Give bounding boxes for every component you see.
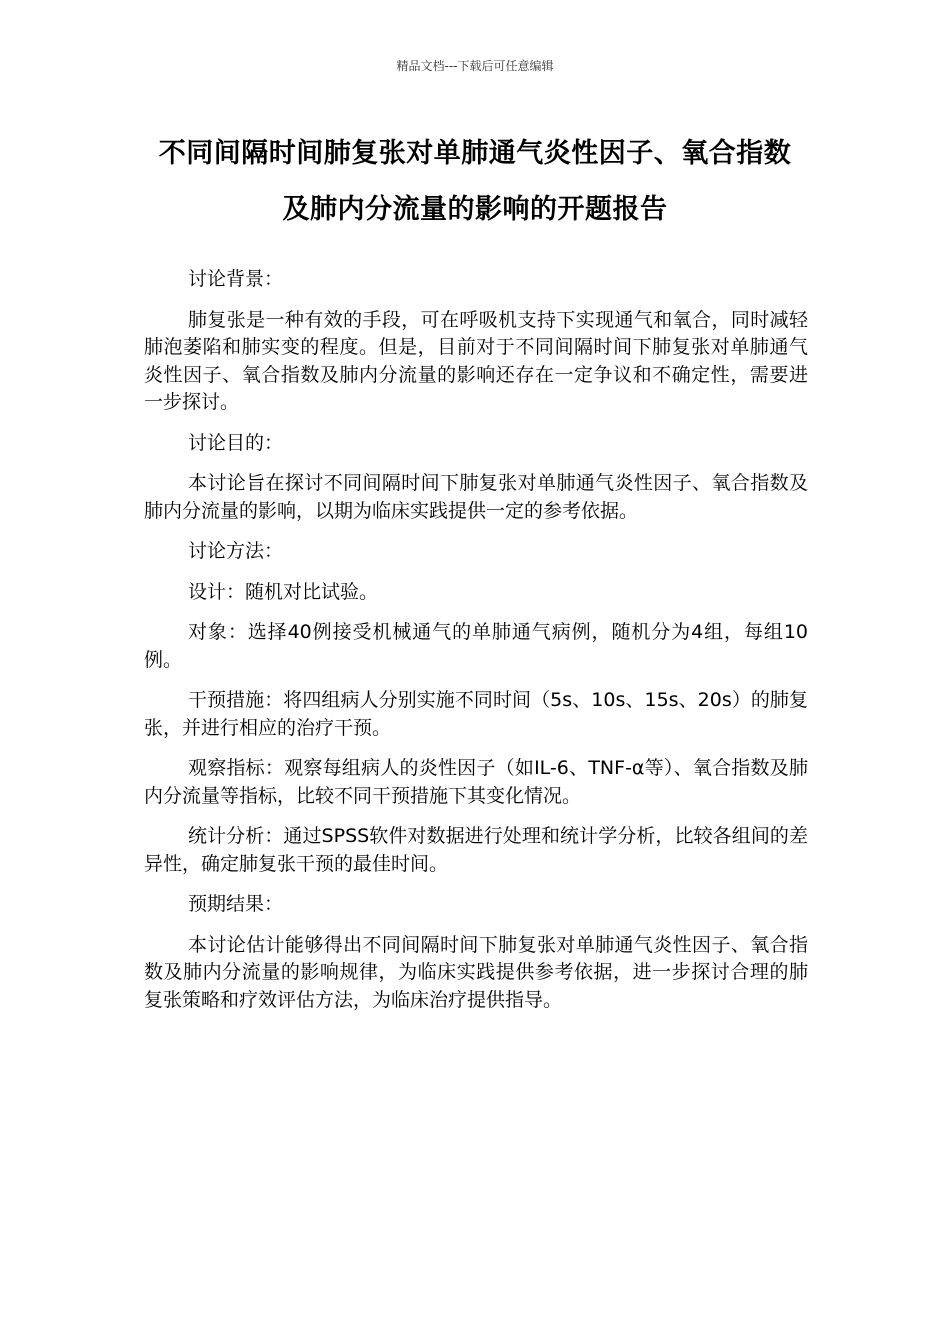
header-note: 精品文档---下载后可任意编辑 <box>396 59 554 73</box>
intervention-paragraph: 干预措施：将四组病人分别实施不同时间（5s、10s、15s、20s）的肺复张，并进行相应的治疗干预。 <box>144 689 808 739</box>
title-line-1: 不同间隔时间肺复张对单肺通气炎性因子、氧合指数 <box>158 138 792 169</box>
purpose-heading: 讨论目的： <box>188 431 284 454</box>
purpose-paragraph: 本讨论旨在探讨不同间隔时间下肺复张对单肺通气炎性因子、氧合指数及肺内分流量的影响，以期为临床实践提供一定的参考依据。 <box>144 472 808 522</box>
design-paragraph: 设计：随机对比试验。 <box>188 580 379 603</box>
title-line-2: 及肺内分流量的影响的开题报告 <box>282 194 668 225</box>
background-paragraph: 肺复张是一种有效的手段，可在呼吸机支持下实现通气和氧合，同时减轻肺泡萎陷和肺实变的程度。但是，目前对于不同间隔时间下肺复张对单肺通气炎性因子、氧合指数及肺内分流量的影响还存在一定争议和不确定性，需要进一步探讨。 <box>144 308 808 413</box>
indicators-paragraph: 观察指标：观察每组病人的炎性因子（如IL-6、TNF-α等）、氧合指数及肺内分流量等指标，比较不同干预措施下其变化情况。 <box>144 757 808 807</box>
method-heading: 讨论方法： <box>188 540 284 562</box>
statistics-paragraph: 统计分析：通过SPSS软件对数据进行处理和统计学分析，比较各组间的差异性，确定肺复张干预的最佳时间。 <box>144 825 808 875</box>
results-paragraph: 本讨论估计能够得出不同间隔时间下肺复张对单肺通气炎性因子、氧合指数及肺内分流量的影响规律，为临床实践提供参考依据，进一步探讨合理的肺复张策略和疗效评估方法，为临床治疗提供指导。 <box>144 933 808 1011</box>
results-heading: 预期结果： <box>188 893 284 915</box>
document-title <box>138 126 812 238</box>
subjects-paragraph: 对象：选择40例接受机械通气的单肺通气病例，随机分为4组，每组10例。 <box>144 621 808 671</box>
document-body <box>144 266 808 1027</box>
background-heading: 讨论背景： <box>188 268 284 290</box>
